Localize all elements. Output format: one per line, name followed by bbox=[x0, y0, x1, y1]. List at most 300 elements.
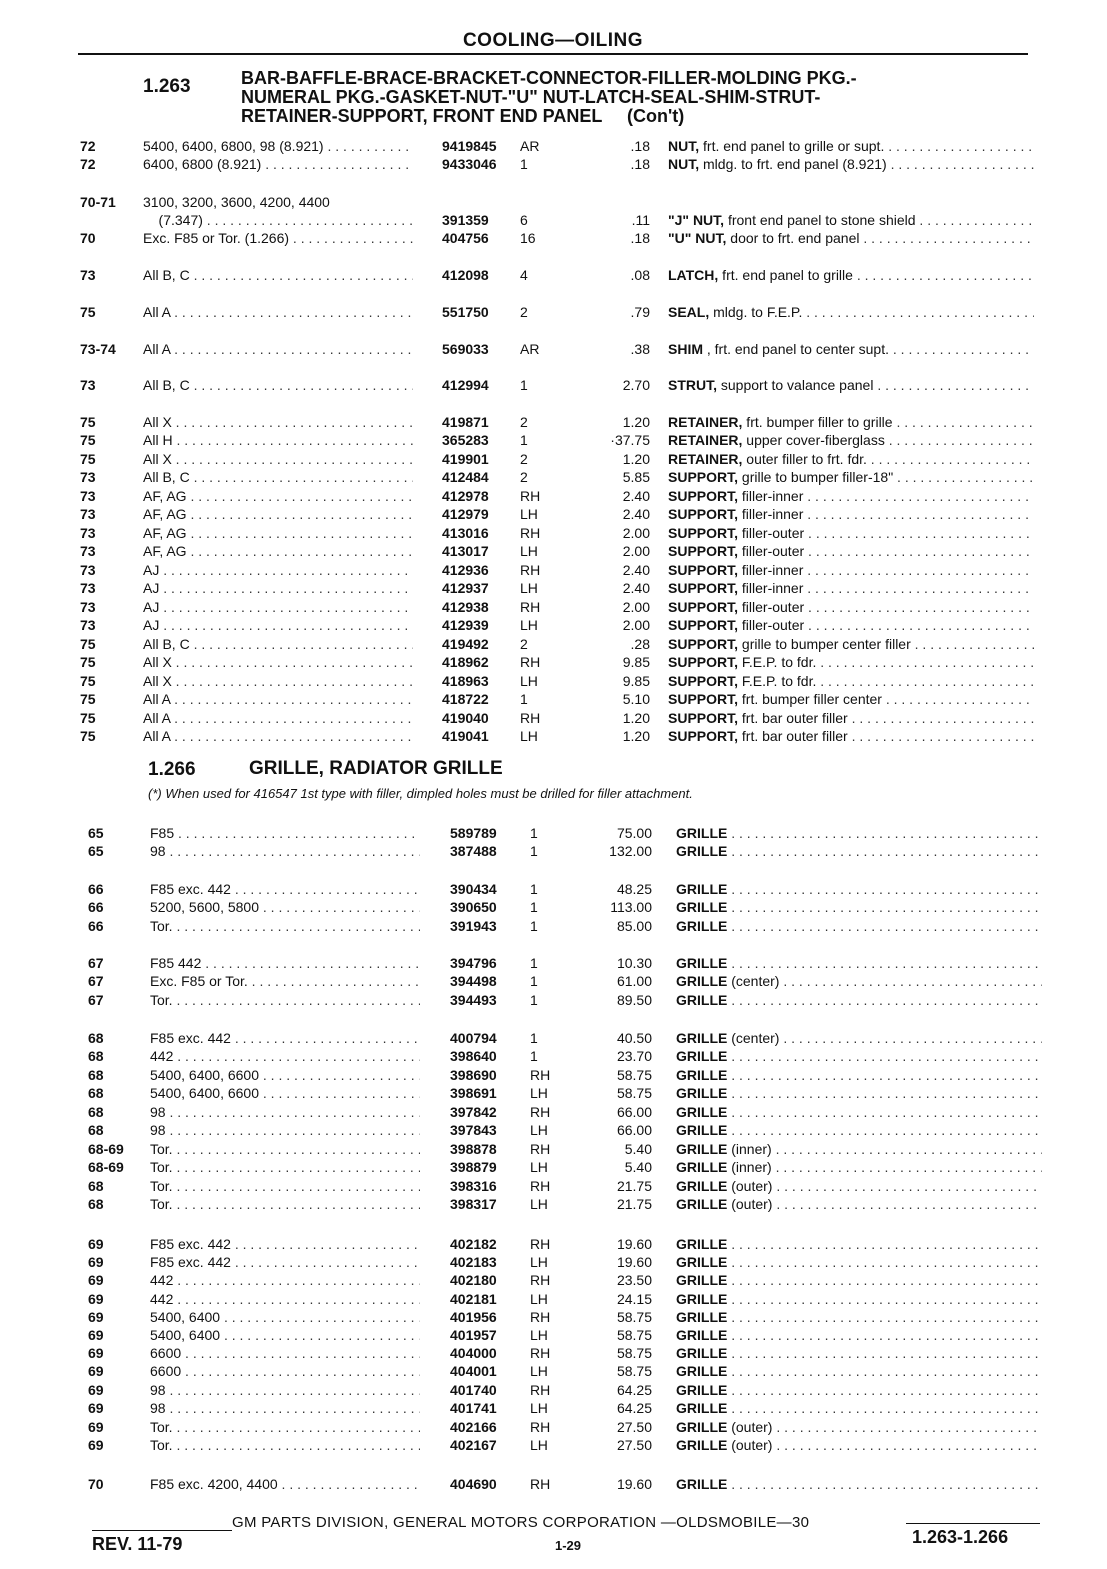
model-year: 73 bbox=[80, 617, 96, 633]
part-number: 398879 bbox=[450, 1159, 497, 1175]
part-number: 398691 bbox=[450, 1085, 497, 1101]
part-number: 402183 bbox=[450, 1254, 497, 1270]
part-detail: (center) bbox=[727, 973, 780, 989]
list-price: 2.00 bbox=[622, 617, 650, 633]
part-number: 419492 bbox=[442, 636, 489, 652]
list-price: .08 bbox=[630, 267, 650, 283]
model-year: 69 bbox=[88, 1400, 104, 1416]
model-year: 68 bbox=[88, 1048, 104, 1064]
part-detail: (outer) bbox=[727, 1196, 773, 1212]
model-application: 6600 . . . bbox=[150, 1362, 420, 1380]
list-price: 66.00 bbox=[616, 1104, 652, 1120]
model-application: Exc. F85 or Tor. . . . bbox=[150, 972, 420, 990]
quantity: RH bbox=[530, 1236, 551, 1252]
part-detail: frt. bumper filler center bbox=[738, 691, 882, 707]
part-description bbox=[676, 1066, 1042, 1084]
model-year: 72 bbox=[80, 156, 96, 172]
model-year: 65 bbox=[88, 825, 104, 841]
part-description bbox=[668, 487, 1034, 505]
part-detail: frt. end panel to grille or supt. bbox=[699, 138, 885, 154]
table-row bbox=[0, 1084, 1107, 1102]
model-application: 98 . . . bbox=[150, 1381, 420, 1399]
model-year: 75 bbox=[80, 691, 96, 707]
table-row bbox=[0, 1047, 1107, 1065]
part-description bbox=[668, 266, 1034, 284]
part-name: SUPPORT, bbox=[668, 654, 739, 670]
table-row bbox=[0, 1235, 1107, 1253]
table-row bbox=[0, 954, 1107, 972]
list-price: 2.40 bbox=[622, 580, 650, 596]
model-year: 73 bbox=[80, 525, 96, 541]
quantity: LH bbox=[530, 1291, 548, 1307]
model-application: 6600 . . . bbox=[150, 1344, 420, 1362]
part-number: 404690 bbox=[450, 1476, 497, 1492]
table-row bbox=[0, 193, 1107, 211]
table-row bbox=[0, 1326, 1107, 1344]
part-description bbox=[668, 155, 1034, 173]
part-detail: support to valance panel bbox=[717, 377, 874, 393]
section-title-line: BAR-BAFFLE-BRACE-BRACKET-CONNECTOR-FILLER-MOLDING PKG.- bbox=[241, 68, 857, 88]
part-name: GRILLE bbox=[676, 825, 728, 841]
quantity: RH bbox=[530, 1309, 551, 1325]
model-year: 75 bbox=[80, 451, 96, 467]
part-description bbox=[676, 1084, 1042, 1102]
part-name: GRILLE bbox=[676, 973, 728, 989]
model-year: 66 bbox=[88, 918, 104, 934]
part-name: GRILLE bbox=[676, 1178, 728, 1194]
quantity: AR bbox=[520, 138, 540, 154]
model-year: 66 bbox=[88, 881, 104, 897]
model-application: All A . . . bbox=[143, 727, 413, 745]
page-header-title: COOLING—OILING bbox=[462, 30, 644, 51]
part-number: 419040 bbox=[442, 710, 489, 726]
part-name: GRILLE bbox=[676, 1419, 728, 1435]
footer-publisher: GM PARTS DIVISION, GENERAL MOTORS CORPORATION —OLDSMOBILE—30 bbox=[232, 1514, 810, 1531]
model-year: 73 bbox=[80, 469, 96, 485]
model-year: 66 bbox=[88, 899, 104, 915]
model-application: 5400, 6400 . . . bbox=[150, 1308, 420, 1326]
part-number: 413016 bbox=[442, 525, 489, 541]
list-price: 64.25 bbox=[616, 1382, 652, 1398]
part-description bbox=[668, 468, 1034, 486]
quantity: 1 bbox=[530, 955, 538, 971]
part-description bbox=[668, 672, 1034, 690]
part-description bbox=[676, 898, 1042, 916]
part-description bbox=[676, 1271, 1042, 1289]
section-title: GRILLE, RADIATOR GRILLE bbox=[249, 758, 503, 779]
list-price: 58.75 bbox=[616, 1309, 652, 1325]
part-name: GRILLE bbox=[676, 1363, 728, 1379]
quantity: RH bbox=[530, 1104, 551, 1120]
table-row bbox=[0, 579, 1107, 597]
part-name: SUPPORT, bbox=[668, 580, 739, 596]
model-application: All X . . . bbox=[143, 672, 413, 690]
part-number: 413017 bbox=[442, 543, 489, 559]
list-price: 64.25 bbox=[616, 1400, 652, 1416]
part-description bbox=[668, 542, 1034, 560]
table-row bbox=[0, 524, 1107, 542]
part-description bbox=[668, 709, 1034, 727]
part-name: GRILLE bbox=[676, 1254, 728, 1270]
part-name: GRILLE bbox=[676, 1327, 728, 1343]
part-number: 390434 bbox=[450, 881, 497, 897]
quantity: 1 bbox=[520, 432, 528, 448]
part-number: 390650 bbox=[450, 899, 497, 915]
model-year: 68 bbox=[88, 1104, 104, 1120]
part-name: SUPPORT, bbox=[668, 728, 739, 744]
model-application: F85 exc. 4200, 4400 . . . bbox=[150, 1475, 420, 1493]
list-price: 1.20 bbox=[622, 451, 650, 467]
quantity: 1 bbox=[520, 377, 528, 393]
table-row bbox=[0, 672, 1107, 690]
part-name: GRILLE bbox=[676, 1122, 728, 1138]
part-description bbox=[668, 340, 1034, 358]
part-number: 418722 bbox=[442, 691, 489, 707]
model-year: 69 bbox=[88, 1382, 104, 1398]
quantity: LH bbox=[520, 728, 538, 744]
part-name: GRILLE bbox=[676, 1196, 728, 1212]
part-name: SUPPORT, bbox=[668, 543, 739, 559]
part-detail: filler-outer bbox=[738, 543, 805, 559]
table-row bbox=[0, 1362, 1107, 1380]
model-year: 69 bbox=[88, 1291, 104, 1307]
quantity: LH bbox=[530, 1327, 548, 1343]
quantity: 16 bbox=[520, 230, 536, 246]
part-name: GRILLE bbox=[676, 1048, 728, 1064]
part-name: RETAINER, bbox=[668, 432, 743, 448]
part-number: 401957 bbox=[450, 1327, 497, 1343]
part-number: 412937 bbox=[442, 580, 489, 596]
model-application: Tor. . . . bbox=[150, 991, 420, 1009]
list-price: 19.60 bbox=[616, 1236, 652, 1252]
list-price: 58.75 bbox=[616, 1067, 652, 1083]
list-price: 40.50 bbox=[616, 1030, 652, 1046]
part-number: 412098 bbox=[442, 267, 489, 283]
part-name: GRILLE bbox=[676, 1159, 728, 1175]
list-price: 19.60 bbox=[616, 1254, 652, 1270]
table-row bbox=[0, 561, 1107, 579]
part-detail: filler-outer bbox=[738, 525, 805, 541]
quantity: LH bbox=[530, 1363, 548, 1379]
list-price: ·37.75 bbox=[610, 432, 650, 448]
table-row bbox=[0, 991, 1107, 1009]
part-number: 391943 bbox=[450, 918, 497, 934]
quantity: RH bbox=[530, 1382, 551, 1398]
model-application: AJ . . . bbox=[143, 561, 413, 579]
model-year: 65 bbox=[88, 843, 104, 859]
part-description bbox=[676, 917, 1042, 935]
part-detail: filler-inner bbox=[738, 506, 804, 522]
quantity: LH bbox=[530, 1196, 548, 1212]
list-price: 27.50 bbox=[616, 1419, 652, 1435]
model-year: 75 bbox=[80, 636, 96, 652]
footer-rule bbox=[92, 1530, 232, 1531]
list-price: 132.00 bbox=[609, 843, 652, 859]
part-description bbox=[668, 598, 1034, 616]
part-name: GRILLE bbox=[676, 1437, 728, 1453]
model-application: 6400, 6800 (8.921) . . . bbox=[143, 155, 413, 173]
part-description bbox=[676, 1418, 1042, 1436]
model-year: 75 bbox=[80, 710, 96, 726]
part-description bbox=[676, 1290, 1042, 1308]
header-rule bbox=[78, 53, 1028, 55]
part-description bbox=[668, 579, 1034, 597]
part-number: 418962 bbox=[442, 654, 489, 670]
model-year: 69 bbox=[88, 1419, 104, 1435]
list-price: 2.00 bbox=[622, 525, 650, 541]
quantity: RH bbox=[530, 1141, 551, 1157]
table-row bbox=[0, 709, 1107, 727]
list-price: 2.40 bbox=[622, 562, 650, 578]
list-price: 2.70 bbox=[622, 377, 650, 393]
part-number: 418963 bbox=[442, 673, 489, 689]
part-number: 402166 bbox=[450, 1419, 497, 1435]
list-price: 23.70 bbox=[616, 1048, 652, 1064]
part-detail: front end panel to stone shield bbox=[724, 212, 916, 228]
list-price: .18 bbox=[630, 230, 650, 246]
part-number: 412939 bbox=[442, 617, 489, 633]
table-row bbox=[0, 266, 1107, 284]
part-name: SUPPORT, bbox=[668, 636, 739, 652]
part-description bbox=[676, 1326, 1042, 1344]
quantity: LH bbox=[520, 506, 538, 522]
model-application: 98 . . . bbox=[150, 1121, 420, 1139]
part-number: 391359 bbox=[442, 212, 489, 228]
part-description bbox=[676, 1475, 1042, 1493]
part-description bbox=[676, 972, 1042, 990]
part-description bbox=[676, 824, 1042, 842]
model-year: 73 bbox=[80, 562, 96, 578]
model-year: 75 bbox=[80, 654, 96, 670]
model-year: 75 bbox=[80, 432, 96, 448]
list-price: 9.85 bbox=[622, 654, 650, 670]
part-description bbox=[676, 1047, 1042, 1065]
table-row bbox=[0, 1121, 1107, 1139]
table-row bbox=[0, 842, 1107, 860]
model-application: All X . . . bbox=[143, 413, 413, 431]
quantity: LH bbox=[520, 580, 538, 596]
model-year: 73 bbox=[80, 488, 96, 504]
part-description bbox=[676, 1399, 1042, 1417]
list-price: 2.00 bbox=[622, 543, 650, 559]
part-description bbox=[668, 229, 1034, 247]
model-application: AF, AG . . . bbox=[143, 542, 413, 560]
part-name: LATCH, bbox=[668, 267, 719, 283]
footer-rule bbox=[906, 1523, 1040, 1524]
part-detail: grille to bumper center filler bbox=[738, 636, 911, 652]
part-description bbox=[676, 1344, 1042, 1362]
part-description bbox=[668, 653, 1034, 671]
part-description bbox=[676, 880, 1042, 898]
model-application: (7.347) . . . bbox=[143, 211, 413, 229]
part-description bbox=[676, 1158, 1042, 1176]
model-year: 69 bbox=[88, 1327, 104, 1343]
part-name: GRILLE bbox=[676, 1272, 728, 1288]
model-year: 75 bbox=[80, 728, 96, 744]
model-year: 73-74 bbox=[80, 341, 116, 357]
part-number: 404001 bbox=[450, 1363, 497, 1379]
part-number: 397842 bbox=[450, 1104, 497, 1120]
quantity: 1 bbox=[530, 973, 538, 989]
part-detail: F.E.P. to fdr. bbox=[738, 654, 817, 670]
list-price: 1.20 bbox=[622, 414, 650, 430]
model-application: 98 . . . bbox=[150, 1399, 420, 1417]
table-row bbox=[0, 1271, 1107, 1289]
part-name: GRILLE bbox=[676, 1085, 728, 1101]
part-detail: (outer) bbox=[727, 1178, 773, 1194]
model-year: 69 bbox=[88, 1437, 104, 1453]
table-row bbox=[0, 1103, 1107, 1121]
part-description bbox=[668, 431, 1034, 449]
part-name: RETAINER, bbox=[668, 451, 743, 467]
model-application: 5200, 5600, 5800 . . . bbox=[150, 898, 420, 916]
part-detail: outer filler to frt. fdr. bbox=[742, 451, 867, 467]
part-name: GRILLE bbox=[676, 1030, 728, 1046]
part-number: 401956 bbox=[450, 1309, 497, 1325]
part-name: GRILLE bbox=[676, 1104, 728, 1120]
quantity: 6 bbox=[520, 212, 528, 228]
part-description bbox=[676, 1177, 1042, 1195]
table-row bbox=[0, 1308, 1107, 1326]
part-name: SHIM bbox=[668, 341, 703, 357]
model-application: AJ . . . bbox=[143, 616, 413, 634]
part-detail: mldg. to F.E.P. bbox=[709, 304, 803, 320]
quantity: 1 bbox=[530, 899, 538, 915]
part-number: 394498 bbox=[450, 973, 497, 989]
section-note: (*) When used for 416547 1st type with filler, dimpled holes must be drilled for filler attachment. bbox=[148, 786, 693, 801]
model-application: All A . . . bbox=[143, 709, 413, 727]
part-name: RETAINER, bbox=[668, 414, 743, 430]
part-description bbox=[676, 991, 1042, 1009]
quantity: LH bbox=[530, 1400, 548, 1416]
model-year: 69 bbox=[88, 1254, 104, 1270]
quantity: 1 bbox=[530, 881, 538, 897]
model-application: All A . . . bbox=[143, 690, 413, 708]
part-detail: filler-inner bbox=[738, 488, 804, 504]
part-detail: upper cover-fiberglass bbox=[742, 432, 885, 448]
list-price: 58.75 bbox=[616, 1345, 652, 1361]
table-row bbox=[0, 487, 1107, 505]
list-price: .11 bbox=[631, 212, 650, 228]
quantity: LH bbox=[520, 617, 538, 633]
list-price: 75.00 bbox=[616, 825, 652, 841]
part-number: 589789 bbox=[450, 825, 497, 841]
part-description bbox=[676, 1381, 1042, 1399]
part-number: 412938 bbox=[442, 599, 489, 615]
model-application: F85 exc. 442 . . . bbox=[150, 1253, 420, 1271]
section-number: 1.263 bbox=[143, 76, 191, 97]
part-number: 402180 bbox=[450, 1272, 497, 1288]
quantity: 2 bbox=[520, 636, 528, 652]
part-detail: filler-inner bbox=[738, 580, 804, 596]
list-price: .79 bbox=[630, 304, 650, 320]
model-application: 98 . . . bbox=[150, 1103, 420, 1121]
table-row bbox=[0, 450, 1107, 468]
part-detail: filler-outer bbox=[738, 599, 805, 615]
part-name: "J" NUT, bbox=[668, 212, 725, 228]
part-number: 402181 bbox=[450, 1291, 497, 1307]
part-description bbox=[676, 1140, 1042, 1158]
quantity: RH bbox=[530, 1067, 551, 1083]
table-row bbox=[0, 727, 1107, 745]
part-detail: (inner) bbox=[727, 1159, 772, 1175]
model-application: 442 . . . bbox=[150, 1290, 420, 1308]
part-name: GRILLE bbox=[676, 881, 728, 897]
part-description bbox=[668, 505, 1034, 523]
model-year: 75 bbox=[80, 414, 96, 430]
model-application: 5400, 6400 . . . bbox=[150, 1326, 420, 1344]
part-description bbox=[676, 1436, 1042, 1454]
quantity: 4 bbox=[520, 267, 528, 283]
model-application: All B, C . . . bbox=[143, 376, 413, 394]
table-row bbox=[0, 917, 1107, 935]
part-detail: filler-outer bbox=[738, 617, 805, 633]
table-row bbox=[0, 229, 1107, 247]
model-application: AJ . . . bbox=[143, 579, 413, 597]
table-row bbox=[0, 898, 1107, 916]
list-price: 113.00 bbox=[610, 899, 652, 915]
part-number: 398317 bbox=[450, 1196, 497, 1212]
part-name: GRILLE bbox=[676, 899, 728, 915]
list-price: 89.50 bbox=[616, 992, 652, 1008]
part-number: 419041 bbox=[442, 728, 489, 744]
table-row bbox=[0, 972, 1107, 990]
list-price: 58.75 bbox=[616, 1327, 652, 1343]
part-description bbox=[668, 727, 1034, 745]
page-number: 1-29 bbox=[555, 1538, 582, 1553]
model-application: 3100, 3200, 3600, 4200, 4400 bbox=[143, 194, 330, 210]
table-row bbox=[0, 1195, 1107, 1213]
list-price: 58.75 bbox=[616, 1363, 652, 1379]
part-description bbox=[668, 616, 1034, 634]
part-number: 9419845 bbox=[442, 138, 497, 154]
model-year: 69 bbox=[88, 1272, 104, 1288]
quantity: 1 bbox=[530, 843, 538, 859]
part-name: NUT, bbox=[668, 156, 700, 172]
part-description bbox=[676, 1362, 1042, 1380]
quantity: 1 bbox=[520, 691, 528, 707]
part-name: GRILLE bbox=[676, 1382, 728, 1398]
list-price: 58.75 bbox=[616, 1085, 652, 1101]
model-application: 98 . . . bbox=[150, 842, 420, 860]
quantity: AR bbox=[520, 341, 540, 357]
list-price: 23.50 bbox=[616, 1272, 652, 1288]
model-year: 68-69 bbox=[88, 1141, 124, 1157]
table-row bbox=[0, 616, 1107, 634]
part-number: 401741 bbox=[450, 1400, 497, 1416]
table-row bbox=[0, 1158, 1107, 1176]
part-name: GRILLE bbox=[676, 918, 728, 934]
part-description bbox=[668, 211, 1034, 229]
model-year: 73 bbox=[80, 580, 96, 596]
table-row bbox=[0, 376, 1107, 394]
model-application: All A . . . bbox=[143, 340, 413, 358]
part-number: 394493 bbox=[450, 992, 497, 1008]
model-application: F85 . . . bbox=[150, 824, 420, 842]
table-row bbox=[0, 468, 1107, 486]
part-detail: frt. bumper filler to grille bbox=[742, 414, 893, 430]
quantity: RH bbox=[530, 1345, 551, 1361]
quantity: 1 bbox=[520, 156, 528, 172]
part-number: 9433046 bbox=[442, 156, 497, 172]
model-application: Tor. . . . bbox=[150, 1177, 420, 1195]
part-name: SEAL, bbox=[668, 304, 710, 320]
model-year: 67 bbox=[88, 992, 104, 1008]
part-number: 412978 bbox=[442, 488, 489, 504]
model-application: F85 exc. 442 . . . bbox=[150, 1235, 420, 1253]
list-price: 85.00 bbox=[616, 918, 652, 934]
model-application: AF, AG . . . bbox=[143, 505, 413, 523]
